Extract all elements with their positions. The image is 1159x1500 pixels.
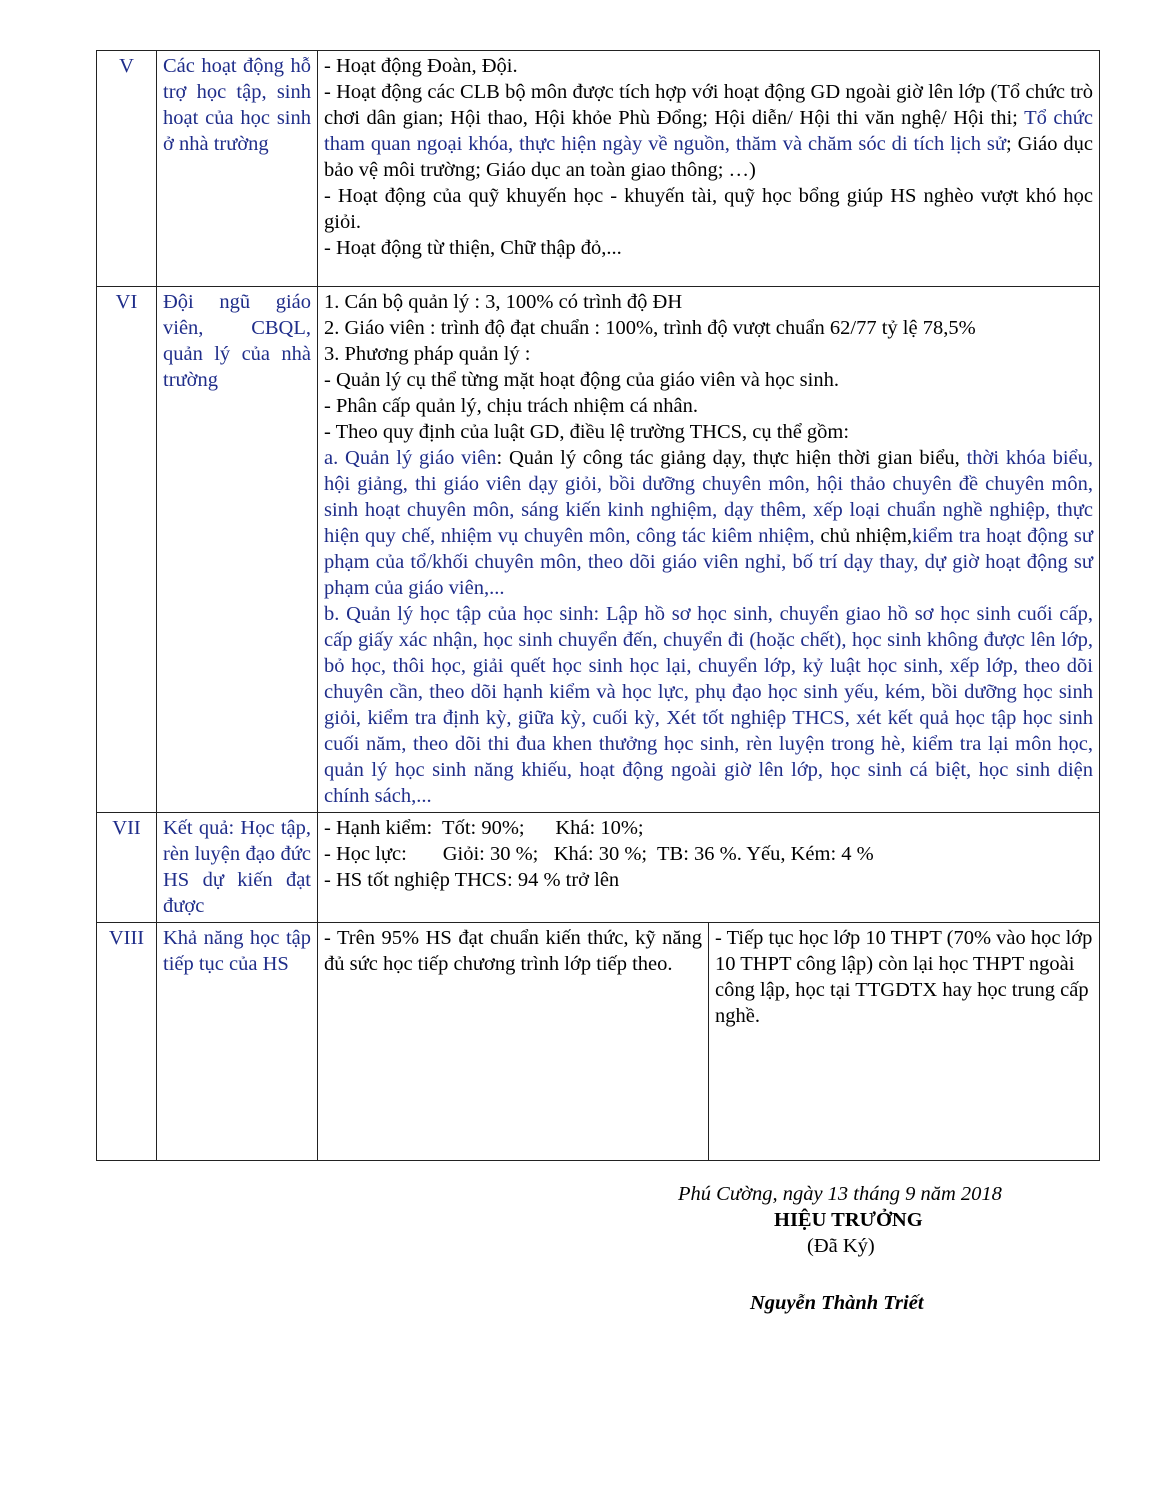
table-row [97, 813, 1100, 923]
row-title: Kết quả: Học tập, rèn luyện đạo đức HS dự kiến đạt được [157, 813, 318, 923]
content-line: - Hạnh kiểm: Tốt: 90%; Khá: 10%; [324, 817, 644, 839]
content-line: - Quản lý cụ thể từng mặt hoạt động của giáo viên và học sinh. [324, 369, 839, 391]
row-title: Đội ngũ giáo viên, CBQL, quản lý của nhà trường [157, 287, 318, 813]
row-number: VIII [97, 923, 157, 1161]
plan-table [96, 50, 1100, 1161]
content-line: 2. Giáo viên : trình độ đạt chuẩn : 100%, trình độ vượt chuẩn 62/77 tỷ lệ 78,5% [324, 317, 976, 339]
content-line: - Theo quy định của luật GD, điều lệ trường THCS, cụ thể gồm: [324, 421, 850, 443]
row-title: Các hoạt động hỗ trợ học tập, sinh hoạt của học sinh ở nhà trường [157, 51, 318, 287]
row-extra: - Tiếp tục học lớp 10 THPT (70% vào học lớp 10 THPT công lập) còn lại học THPT ngoài công lập, học tại TTGDTX hay học trung cấp nghề. [709, 923, 1100, 1161]
content-text: : Quản lý công tác giảng dạy, thực hiện thời gian biểu, [496, 447, 967, 469]
content-line: - Trên 95% HS đạt chuẩn kiến thức, kỹ năng đủ sức học tiếp chương trình lớp tiếp theo. [324, 927, 702, 975]
signature-note: (Đã Ký) [807, 1235, 875, 1257]
content-line: - Hoạt động của quỹ khuyến học - khuyến tài, quỹ học bổng giúp HS nghèo vượt khó học giỏi. [324, 185, 1093, 233]
content-text-highlight: kiểm tra hoạt động sư phạm của tổ/khối chuyên môn, theo dõi giáo viên nghỉ, bố trí dạy thay, dự giờ hoạt động sư phạm của giáo viên,... [324, 525, 1093, 599]
signature-title: HIỆU TRƯỞNG [774, 1209, 923, 1231]
section-label: a. Quản lý giáo viên [324, 447, 497, 469]
signature-name: Nguyễn Thành Triết [750, 1292, 924, 1314]
content-text: - Hoạt động các CLB bộ môn được tích hợp với hoạt động GD ngoài giờ lên lớp (Tổ chức trò chơi dân gian; Hội thao, Hội khỏe Phù Đổng; Hội diễn/ Hội thi văn nghệ/ Hội thi; [324, 81, 1093, 129]
table-row [97, 923, 1100, 1161]
content-line: 1. Cán bộ quản lý : 3, 100% có trình độ ĐH [324, 291, 683, 313]
row-number: V [97, 51, 157, 287]
table-row [97, 51, 1100, 287]
content-line: - Phân cấp quản lý, chịu trách nhiệm cá nhân. [324, 395, 698, 417]
content-line: 3. Phương pháp quản lý : [324, 343, 531, 365]
row-number: VI [97, 287, 157, 813]
content-line-a [324, 445, 1093, 601]
table-row [97, 287, 1100, 813]
content-line: - Học lực: Giỏi: 30 %; Khá: 30 %; TB: 36 %. Yếu, Kém: 4 % [324, 843, 874, 865]
content-text-highlight: Tổ chức tham quan ngoại khóa, thực hiện ngày về nguồn, thăm và chăm sóc di tích lịch sử [324, 107, 1093, 155]
content-line: - HS tốt nghiệp THCS: 94 % trở lên [324, 869, 620, 891]
row-number: VII [97, 813, 157, 923]
content-line: - Hoạt động từ thiện, Chữ thập đỏ,... [324, 237, 622, 259]
signature-place-date: Phú Cường, ngày 13 tháng 9 năm 2018 [678, 1183, 1002, 1205]
row-content [318, 287, 1100, 813]
content-line-b: b. Quản lý học tập của học sinh: Lập hồ sơ học sinh, chuyển giao hồ sơ học sinh cuối cấp, cấp giấy xác nhận, học sinh chuyển đến, chuyển đi (hoặc chết), học sinh không được lên lớp, bỏ học, thôi học, giải quết học sinh học lại, chuyển lớp, kỷ luật học sinh, xếp lớp, theo dõi chuyên cần, theo dõi hạnh kiểm và học lực, phụ đạo học sinh yếu, kém, bồi dưỡng học sinh giỏi, kiểm tra định kỳ, giữa kỳ, cuối kỳ, Xét tốt nghiệp THCS, xét kết quả học tập học sinh cuối năm, theo dõi thi đua khen thưởng học sinh, rèn luyện trong hè, kiểm tra lại môn học, quản lý học sinh năng khiếu, hoạt động ngoài giờ lên lớp, học sinh cá biệt, học sinh diện chính sách,... [324, 603, 1093, 807]
content-text: chủ nhiệm, [820, 525, 913, 547]
row-title: Khả năng học tập tiếp tục của HS [157, 923, 318, 1161]
content-line: - Hoạt động Đoàn, Đội. [324, 55, 518, 77]
content-text-highlight: thời khóa biểu, hội giảng, thi giáo viên dạy giỏi, bồi dưỡng chuyên môn, hội thảo chuyên đề chuyên môn, sinh hoạt chuyên môn, sáng kiến kinh nghiệm, dạy thêm, xếp loại chuẩn nghề nghiệp, thực hiện quy chế, nhiệm vụ chuyên môn, công tác kiêm nhiệm, [324, 447, 1093, 547]
content-line [324, 79, 1093, 183]
row-content [318, 923, 709, 1161]
content-text: ; Giáo dục bảo vệ môi trường; Giáo dục an toàn giao thông; …) [324, 133, 1093, 181]
row-content [318, 813, 1100, 923]
row-content [318, 51, 1100, 287]
